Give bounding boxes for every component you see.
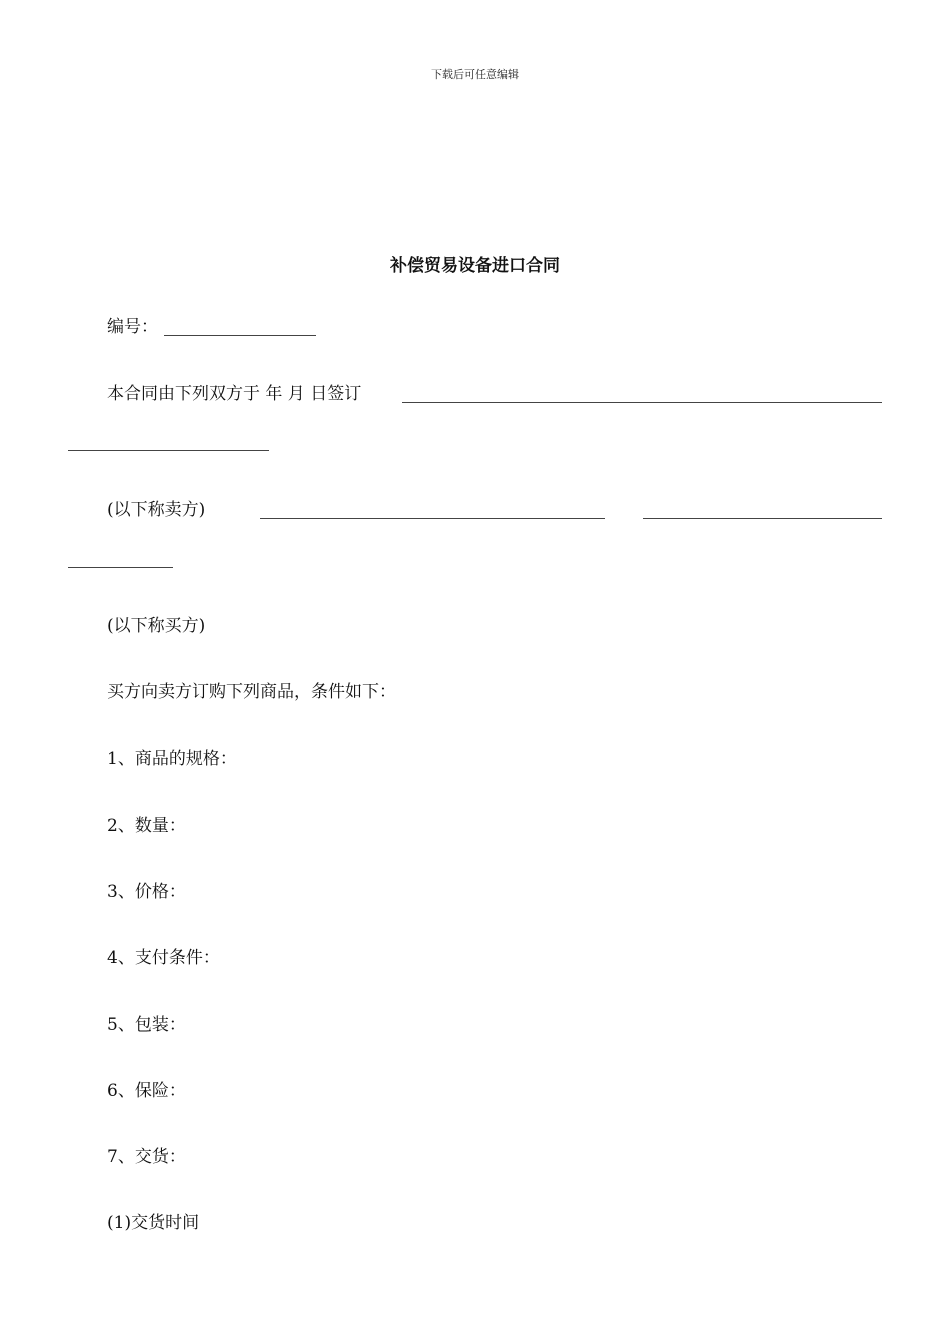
clause-item: 2、数量：: [107, 816, 186, 836]
header-note: 下载后可任意编辑: [431, 68, 519, 81]
clause-item: 4、支付条件：: [107, 948, 220, 968]
clause-item: 1、商品的规格：: [107, 749, 237, 769]
number-label: 编号：: [107, 317, 158, 337]
clause-item: 7、交货：: [107, 1147, 186, 1167]
seller-address-blank-line-continued[interactable]: [68, 567, 173, 568]
buyer-label: (以下称买方): [107, 616, 206, 636]
seller-label: (以下称卖方): [107, 500, 206, 520]
clause-item: 5、包装：: [107, 1015, 186, 1035]
number-blank-line[interactable]: [164, 335, 316, 336]
clause-item: 6、保险：: [107, 1081, 186, 1101]
signing-party-blank-line[interactable]: [402, 402, 882, 403]
intro-text: 买方向卖方订购下列商品，条件如下：: [107, 682, 396, 702]
signing-text: 本合同由下列双方于 年 月 日签订: [107, 384, 362, 404]
signing-party-blank-line-continued[interactable]: [68, 450, 269, 451]
clause-item: 3、价格：: [107, 882, 186, 902]
clause-subitem: (1)交货时间: [107, 1213, 200, 1233]
seller-address-blank-line[interactable]: [643, 518, 882, 519]
document-title: 补偿贸易设备进口合同: [390, 256, 560, 276]
seller-name-blank-line[interactable]: [260, 518, 605, 519]
